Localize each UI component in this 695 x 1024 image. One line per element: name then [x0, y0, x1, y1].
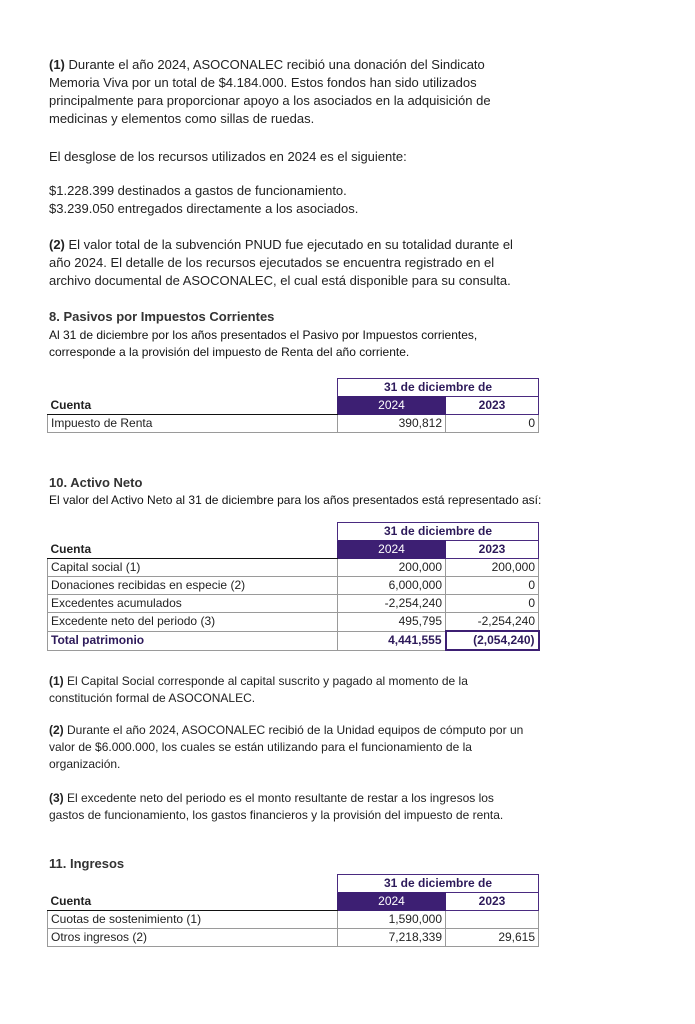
tax-liability-table	[47, 378, 539, 433]
spacer-cell	[48, 875, 338, 893]
period-label: 31 de diciembre de	[338, 875, 539, 893]
row-value-2023: -2,254,240	[446, 613, 539, 632]
column-header-2023: 2023	[446, 397, 539, 415]
period-label: 31 de diciembre de	[338, 523, 539, 541]
total-row	[48, 631, 539, 650]
section-8-lead: Al 31 de diciembre por los años presentados el Pasivo por Impuestos corrientes, corresponde a la provisión del impuesto de Renta del año corriente.	[49, 328, 478, 359]
row-value-2024: 7,218,339	[338, 929, 446, 947]
row-value-2023: 200,000	[446, 559, 539, 577]
section-8-heading: 8. Pasivos por Impuestos Corrientes	[49, 309, 275, 324]
breakdown-line-1: $1.228.399 destinados a gastos de funcionamiento.	[49, 183, 347, 198]
note-1-donation	[49, 56, 491, 128]
table-row	[48, 613, 539, 632]
table-row	[48, 911, 539, 929]
row-value-2024: 1,590,000	[338, 911, 446, 929]
breakdown-intro: El desglose de los recursos utilizados en 2024 es el siguiente:	[49, 149, 407, 164]
table-row	[48, 577, 539, 595]
note-number: (2)	[49, 723, 64, 737]
row-value-2023: 0	[446, 595, 539, 613]
net-assets-note-3	[49, 790, 503, 824]
note-text: El Capital Social corresponde al capital suscrito y pagado al momento de la constitución formal de ASOCONALEC.	[49, 674, 468, 705]
net-assets-note-2	[49, 722, 523, 773]
column-header-cuenta: Cuenta	[48, 541, 338, 559]
table-row	[48, 559, 539, 577]
column-header-cuenta: Cuenta	[48, 397, 338, 415]
note-text: Durante el año 2024, ASOCONALEC recibió una donación del Sindicato Memoria Viva por un total de $4.184.000. Estos fondos han sido utilizados principalmente para proporcionar apoyo a los asociados en la adquisición de medicinas y elementos como sillas de ruedas.	[49, 57, 491, 126]
row-cuenta: Capital social (1)	[48, 559, 338, 577]
note-number: (1)	[49, 57, 65, 72]
row-value-2023: 0	[446, 577, 539, 595]
row-cuenta: Excedentes acumulados	[48, 595, 338, 613]
row-value-2024: 390,812	[338, 415, 446, 433]
total-label: Total patrimonio	[48, 631, 338, 650]
column-header-cuenta: Cuenta	[48, 893, 338, 911]
table-row	[48, 595, 539, 613]
column-header-2023: 2023	[446, 893, 539, 911]
row-value-2023: 0	[446, 415, 539, 433]
note-2-pnud	[49, 236, 513, 290]
column-header-2024: 2024	[338, 541, 446, 559]
table-row	[48, 929, 539, 947]
row-cuenta: Excedente neto del periodo (3)	[48, 613, 338, 632]
row-value-2024: 200,000	[338, 559, 446, 577]
row-value-2023	[446, 911, 539, 929]
section-10-lead: El valor del Activo Neto al 31 de diciembre para los años presentados está representado así:	[49, 493, 542, 507]
column-header-2024: 2024	[338, 397, 446, 415]
row-cuenta: Otros ingresos (2)	[48, 929, 338, 947]
section-10-heading: 10. Activo Neto	[49, 475, 143, 490]
total-value-2023: (2,054,240)	[446, 631, 539, 650]
note-text: Durante el año 2024, ASOCONALEC recibió de la Unidad equipos de cómputo por un valor de $6.000.000, los cuales se están utilizando para el funcionamiento de la organización.	[49, 723, 524, 771]
column-header-2023: 2023	[446, 541, 539, 559]
net-assets-table	[47, 522, 540, 651]
breakdown-line-2: $3.239.050 entregados directamente a los asociados.	[49, 201, 359, 216]
section-11-heading: 11. Ingresos	[49, 856, 125, 871]
row-value-2023: 29,615	[446, 929, 539, 947]
row-value-2024: 495,795	[338, 613, 446, 632]
row-cuenta: Donaciones recibidas en especie (2)	[48, 577, 338, 595]
note-number: (2)	[49, 237, 65, 252]
note-text: El valor total de la subvención PNUD fue ejecutado en su totalidad durante el año 2024. El detalle de los recursos ejecutados se encuentra registrado en el archivo documental de ASOCONALEC, el cual está disponible para su consulta.	[49, 237, 513, 288]
spacer-cell	[48, 523, 338, 541]
income-table	[47, 874, 539, 947]
spacer-cell	[48, 379, 338, 397]
row-value-2024: 6,000,000	[338, 577, 446, 595]
note-number: (3)	[49, 791, 64, 805]
period-label: 31 de diciembre de	[338, 379, 539, 397]
row-value-2024: -2,254,240	[338, 595, 446, 613]
net-assets-note-1	[49, 673, 468, 707]
note-number: (1)	[49, 674, 64, 688]
row-cuenta: Impuesto de Renta	[48, 415, 338, 433]
total-value-2024: 4,441,555	[338, 631, 446, 650]
column-header-2024: 2024	[338, 893, 446, 911]
table-row	[48, 415, 539, 433]
row-cuenta: Cuotas de sostenimiento (1)	[48, 911, 338, 929]
note-text: El excedente neto del periodo es el monto resultante de restar a los ingresos los gastos de funcionamiento, los gastos financieros y la provisión del impuesto de renta.	[49, 791, 504, 822]
